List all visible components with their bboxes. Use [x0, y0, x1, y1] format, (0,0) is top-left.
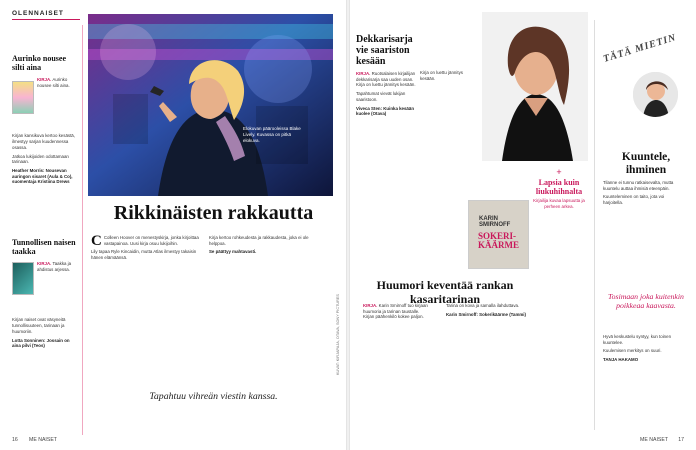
humor-kicker: KIRJA.: [363, 303, 378, 308]
right-vertical-divider: [594, 20, 595, 430]
sidebar-book-cover: [12, 81, 34, 114]
sokerikaarme-book-cover: [468, 200, 529, 269]
right-footer-magazine: ME NAISET: [640, 437, 668, 443]
main-article-column-1: [91, 235, 203, 264]
author-caption: [532, 168, 586, 209]
crime-story-paragraph-2: Kirja on luettu jännitys kesään.: [356, 82, 416, 88]
column-author-photo-art: [633, 72, 678, 117]
author-portrait: [482, 12, 588, 161]
humor-paragraph-1: Karin Smirnoff tuo kirjaan huumoria ja tarinan taustalle.: [363, 303, 428, 314]
sidebar-story-2-paragraph-1: Taakka ja ahdistus arjessa.: [37, 261, 72, 272]
humor-headline: Huumori keventää rankan kasaritarinan: [376, 278, 514, 306]
left-vertical-divider: [82, 25, 83, 435]
author-caption-text: Kirjailija kuvaa lapsuutta ja perheen arkea.: [533, 198, 585, 209]
crime-story-column-2: [420, 70, 478, 84]
column-paragraph-1: Tilanne ei tunnu ratkaisevalta, mutta kuuntelu auttaa ihmisiä eteenpäin.: [603, 180, 674, 191]
left-footer-magazine: ME NAISET: [29, 437, 57, 443]
sidebar-story-2-title: Tunnollisen naisen taakka: [12, 238, 76, 256]
humor-column-2: [446, 303, 526, 320]
sidebar-story-1: [12, 54, 76, 188]
concert-photo: [88, 14, 333, 196]
author-caption-title: Lapsia kuin liukuhihnalta: [535, 178, 583, 196]
concert-photo-art: [88, 14, 333, 196]
photo-credit: KUVAT: KIRJAPAJA, OTAVA, SONY PICTURES: [336, 294, 340, 375]
sidebar-story-1-paragraph-3: Jatkoa lukijoiden odottamaan tarinaan.: [12, 153, 69, 165]
book-author: KARIN SMIRNOFF: [479, 216, 511, 228]
column-paragraph-3: Hyvä keskustelu syntyy, kun toinen kuuntelee.: [603, 334, 672, 345]
main-article-paragraph-3: Kirja kertoo rohkeudesta ja rakkaudesta, joka ei ole helppoa.: [209, 235, 309, 246]
column-body-1: [603, 180, 685, 209]
humor-paragraph-3: Tarina on kova ja samalla ilahduttava.: [446, 303, 520, 308]
crime-story-paragraph-1: Ruotsalaisen kirjailijan dekkarisarja saa uuden osan.: [356, 71, 416, 82]
author-portrait-art: [482, 12, 588, 161]
column-paragraph-2: Kuunteleminen on taito, jota voi harjoitella.: [603, 194, 665, 206]
humor-paragraph-2: Kirjan päähenkilö kokee paljon.: [363, 314, 424, 320]
main-article-column-2: [209, 235, 321, 258]
column-seal: TÄTÄ MIETIN: [602, 32, 678, 65]
right-page: [350, 0, 696, 450]
sidebar-book-cover-2: [12, 262, 34, 295]
sidebar-story-1-paragraph-2: Kirjan kansikuva kertoo kesästä, ilmestyy sarjan kuudennessa osassa.: [12, 133, 75, 150]
main-article-headline: Rikkinäisten rakkautta: [113, 202, 314, 224]
main-article-paragraph-1: Colleen Hoover on menestyskirja, jonka kirjoittaa vastapainoa. Uusi kirja osuu lukijoihin.: [103, 235, 199, 246]
column-paragraph-4: Kuulemisen merkitys on suuri.: [603, 348, 662, 354]
crime-story: [356, 34, 416, 120]
column-author: TANJA HAKAMO: [603, 357, 639, 363]
crime-story-title: Dekkarisarja vie saariston kesään: [356, 34, 413, 67]
sidebar-story-2-paragraph-2: Kirjan naiset ovat väsyneitä tunnollisuuteen, tarinaan ja huumoriin.: [12, 317, 66, 334]
plus-icon: +: [556, 167, 562, 177]
humor-column-1: [363, 303, 441, 323]
column-body-2: [603, 334, 685, 366]
crime-story-paragraph-3: Tapahtumat vievät lukijan saaristoon.: [356, 91, 406, 102]
sidebar-story-1-kicker: KIRJA.: [37, 77, 52, 82]
column-title: Kuuntele, ihminen: [621, 151, 671, 176]
crime-story-kicker: KIRJA.: [356, 71, 371, 76]
sidebar-story-1-paragraph-1: Aurinko nousee silti aina.: [37, 77, 70, 88]
book-title: SOKERI-KÄÄRME: [478, 231, 519, 250]
crime-story-column-2-text: Kirja on luettu jännitys kesään.: [420, 70, 463, 81]
sidebar-story-2-meta: Lotta Sonninen: Jossain on aina pilvi (Teos): [12, 337, 70, 349]
main-article-paragraph-2: Lily tapaa Ryle Kincaidin, mutta Atlas ilmestyy takaisin hänen elämäänsä.: [91, 249, 197, 261]
sidebar-story-1-meta: Heather Morris: Nousevan auringon sisaret (Aula & Co), suomentaja Kristiina Drews: [12, 167, 73, 185]
column-author-photo: [633, 72, 678, 117]
sidebar-story-2-body: [37, 261, 76, 272]
left-page: [0, 0, 346, 450]
left-footer-page-number: 16: [12, 437, 18, 443]
sidebar-story-1-title: Aurinko nousee silti aina: [12, 54, 67, 72]
concert-photo-caption: Elokuvan päärooleissa Blake Lively. Kuvassa on pitkä elokuva.: [243, 126, 301, 143]
sidebar-story-1-body: [37, 77, 76, 88]
humor-meta: Karin Smirnoff: Sokerikäärme (Tammi): [446, 311, 526, 317]
sidebar-story-2-kicker: KIRJA.: [37, 261, 52, 266]
main-article-quote: Tapahtuu vihreän viestin kanssa.: [149, 391, 278, 402]
column-quote: Tosimaan joka kuitenkin poikkeaa kaavasta.: [608, 292, 684, 310]
main-article-dropcap: C: [91, 233, 102, 249]
section-rule: [12, 19, 80, 20]
main-article-paragraph-4: Se päättyy mahtavasti.: [209, 249, 257, 255]
crime-story-meta: Viveca Sten: Kuinka kesään kuolee (Otava): [356, 105, 415, 117]
section-label: OLENNAISET: [12, 10, 64, 17]
right-footer-page-number: 17: [678, 437, 684, 443]
sidebar-story-2: [12, 238, 76, 352]
